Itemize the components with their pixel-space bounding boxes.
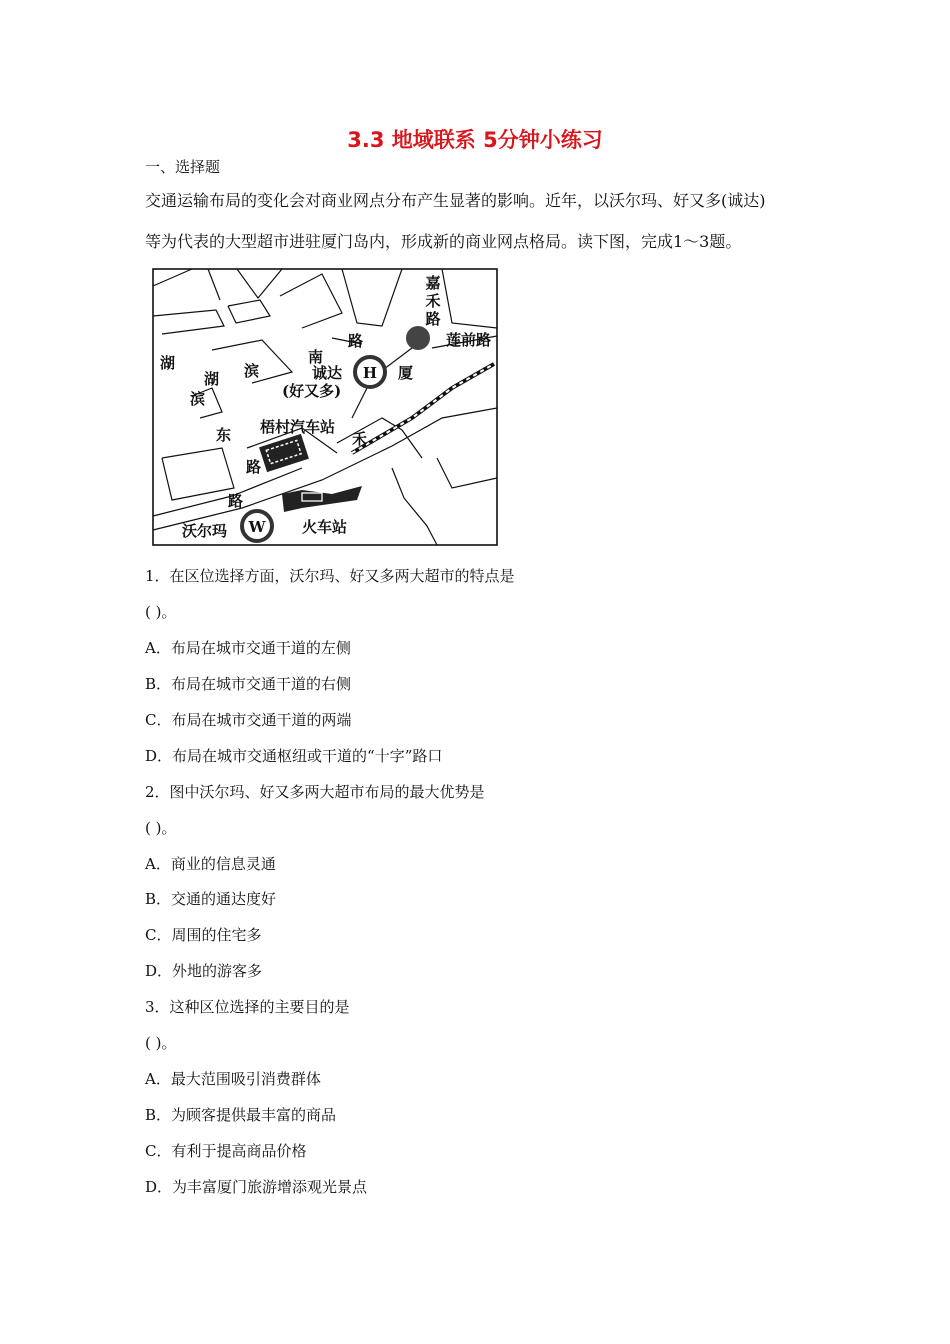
- page-title: 3.3 地域联系 5分钟小练习: [347, 128, 603, 152]
- he-label: 禾: [352, 430, 368, 448]
- question-3-blank: ( )。: [145, 1034, 177, 1052]
- question-2-option-a: A．商业的信息灵通: [145, 855, 276, 873]
- bus-station-building: [259, 434, 309, 472]
- lianqian-road-label: 莲前路: [446, 331, 492, 349]
- question-2-option-b: B．交通的通达度好: [145, 890, 277, 908]
- lu-label-2: 路: [228, 492, 244, 510]
- road-line: [342, 269, 402, 326]
- question-2-option-c: C．周围的住宅多: [145, 926, 262, 944]
- h-marker-label: H: [362, 364, 378, 382]
- jiahe-label-1: 嘉: [425, 274, 441, 292]
- road-line: [392, 468, 437, 545]
- question-3-option-d: D．为丰富厦门旅游增添观光景点: [145, 1178, 368, 1196]
- question-1-option-b: B．布局在城市交通干道的右侧: [145, 675, 352, 693]
- question-1-option-d: D．布局在城市交通枢纽或干道的“十字”路口: [145, 747, 443, 765]
- road-line: [442, 269, 497, 328]
- question-3-option-c: C．有利于提高商品价格: [145, 1142, 307, 1160]
- lu-label-1: 路: [246, 458, 262, 476]
- question-1-option-c: C．布局在城市交通干道的两端: [145, 711, 352, 729]
- road-line: [153, 310, 224, 334]
- question-3-option-b: B．为顾客提供最丰富的商品: [145, 1106, 337, 1124]
- road-line: [208, 269, 220, 300]
- road-line: [237, 269, 282, 298]
- bin-label-1: 滨: [244, 362, 260, 380]
- road-line: [437, 458, 497, 488]
- walmart-label: 沃尔玛: [182, 522, 228, 540]
- question-3-option-a: A．最大范围吸引消费群体: [145, 1070, 321, 1088]
- xia-label: 厦: [398, 364, 414, 382]
- road-line: [280, 274, 342, 328]
- bus-station-label: 梧村汽车站: [260, 418, 336, 436]
- lu-label-top: 路: [348, 332, 364, 350]
- question-1-stem: 1．在区位选择方面，沃尔玛、好又多两大超市的特点是: [145, 567, 515, 585]
- hu-label-2: 湖: [204, 370, 220, 388]
- intro-line-2: 等为代表的大型超市进驻厦门岛内，形成新的商业网点格局。读下图，完成1～3题。: [145, 232, 742, 251]
- jiahe-label-2: 禾: [425, 292, 441, 310]
- nan-label: 南: [308, 348, 324, 366]
- train-station-label: 火车站: [302, 518, 348, 536]
- question-2-stem: 2．图中沃尔玛、好又多两大超市布局的最大优势是: [145, 783, 485, 801]
- question-1-option-a: A．布局在城市交通干道的左侧: [145, 639, 351, 657]
- road-line: [228, 300, 270, 323]
- roundabout-dot: [406, 326, 430, 350]
- w-marker-label: W: [248, 518, 266, 536]
- road-line: [153, 269, 192, 286]
- jiahe-label-3: 路: [425, 310, 441, 328]
- question-1-blank: ( )。: [145, 603, 177, 621]
- bin-label-2: 滨: [190, 390, 206, 408]
- intro-line-1: 交通运输布局的变化会对商业网点分布产生显著的影响。近年，以沃尔玛、好又多(诚达): [145, 191, 766, 210]
- section-heading: 一、选择题: [145, 158, 221, 176]
- haoyouduo-label: (好又多): [282, 382, 342, 400]
- chengda-label: 诚达: [312, 364, 343, 382]
- dong-label: 东: [216, 426, 232, 444]
- street-map: [152, 268, 498, 546]
- question-2-blank: ( )。: [145, 819, 177, 837]
- question-3-stem: 3．这种区位选择的主要目的是: [145, 998, 350, 1016]
- hu-label-1: 湖: [160, 354, 176, 372]
- question-2-option-d: D．外地的游客多: [145, 962, 263, 980]
- road-line: [162, 448, 234, 500]
